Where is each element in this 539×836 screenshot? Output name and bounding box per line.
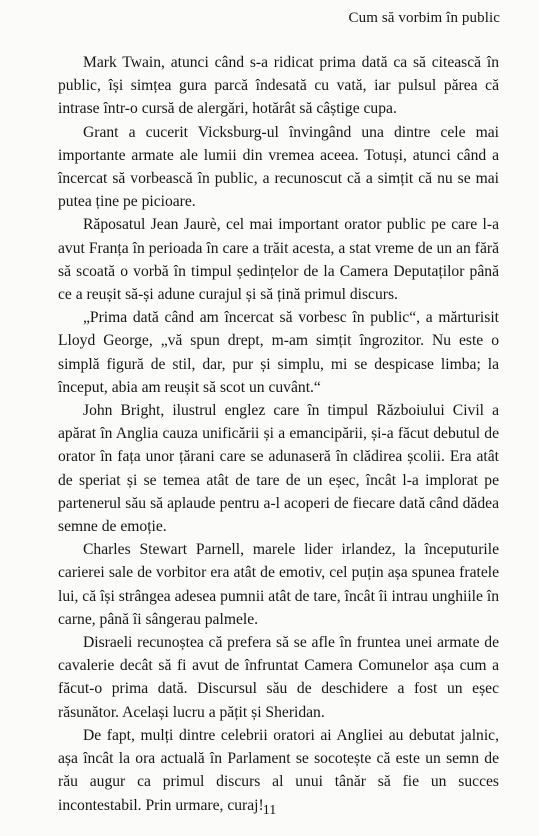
paragraph-conclusion: De fapt, mulți dintre celebrii oratori ai Angliei au debutat jalnic, așa încât la ora actuală în Parlament se socotește că este un semn de rău augur ca primul discurs al unui tânăr să fie un succes incontestabil. Prin urmare, curaj! [58,726,499,814]
paragraph-grant: Grant a cucerit Vicksburg-ul învingând una dintre cele mai importante armate ale lumii din vremea aceea. Totuși, atunci când a încercat să vorbească în public, a recunoscut că a simțit că nu se mai putea ține pe picioare. [58,123,499,211]
paragraph-john-bright: John Bright, ilustrul englez care în timpul Războiului Civil a apărat în Anglia cauza unificării și a emancipării, și-a făcut debutul de orator în fața unor țărani care se adunaseră în clădirea școlii. Era atât de speriat și se temea atât de tare de un eșec, încât l-a implorat pe partenerul său să aplaude pentru a-l acoperi de fiecare dată când dădea semne de emoție. [58,402,499,536]
running-header: Cum să vorbim în public [348,10,500,26]
paragraph-lloyd-george: „Prima dată când am încercat să vorbesc în public“, a mărturisit Lloyd George, „vă spun drept, m-am simțit îngrozitor. Nu este o simplă figură de stil, dar, pur și simplu, mi se despicase limba; la început, abia am reușit să scot un cuvânt.“ [58,309,499,396]
paragraph-parnell: Charles Stewart Parnell, marele lider irlandez, la începuturile carierei sale de vorbitor era atât de emotiv, cel puțin așa spunea fratele lui, că își strângea adesea pumnii atât de tare, încât îi intrau unghiile în carne, până îi sângerau palmele. [58,541,499,628]
paragraph-mark-twain: Mark Twain, atunci când s-a ridicat prima dată ca să citească în public, își simțea gura parcă îndesată cu vată, iar pulsul părea că intrase într-o cursă de alergări, hotărât să câștige cupa. [58,54,499,118]
page-number: 11 [262,803,277,818]
body-text [58,51,499,817]
paragraph-jean-jaure: Răposatul Jean Jaurè, cel mai important orator public pe care l-a avut Franța în perioada în care a trăit acesta, a stat vreme de un an fără să scoată o vorbă în timpul ședințelor de la Camera Deputaților până ce a reușit să-și adune curajul și să țină primul discurs. [58,216,499,304]
paragraph-disraeli: Disraeli recunoștea că prefera să se afle în fruntea unei armate de cavalerie decât să fi avut de înfruntat Camera Comunelor așa cum a făcut-o prima dată. Discursul său de deschidere a fost un eșec răsunător. Același lucru a pățit și Sheridan. [58,634,499,721]
